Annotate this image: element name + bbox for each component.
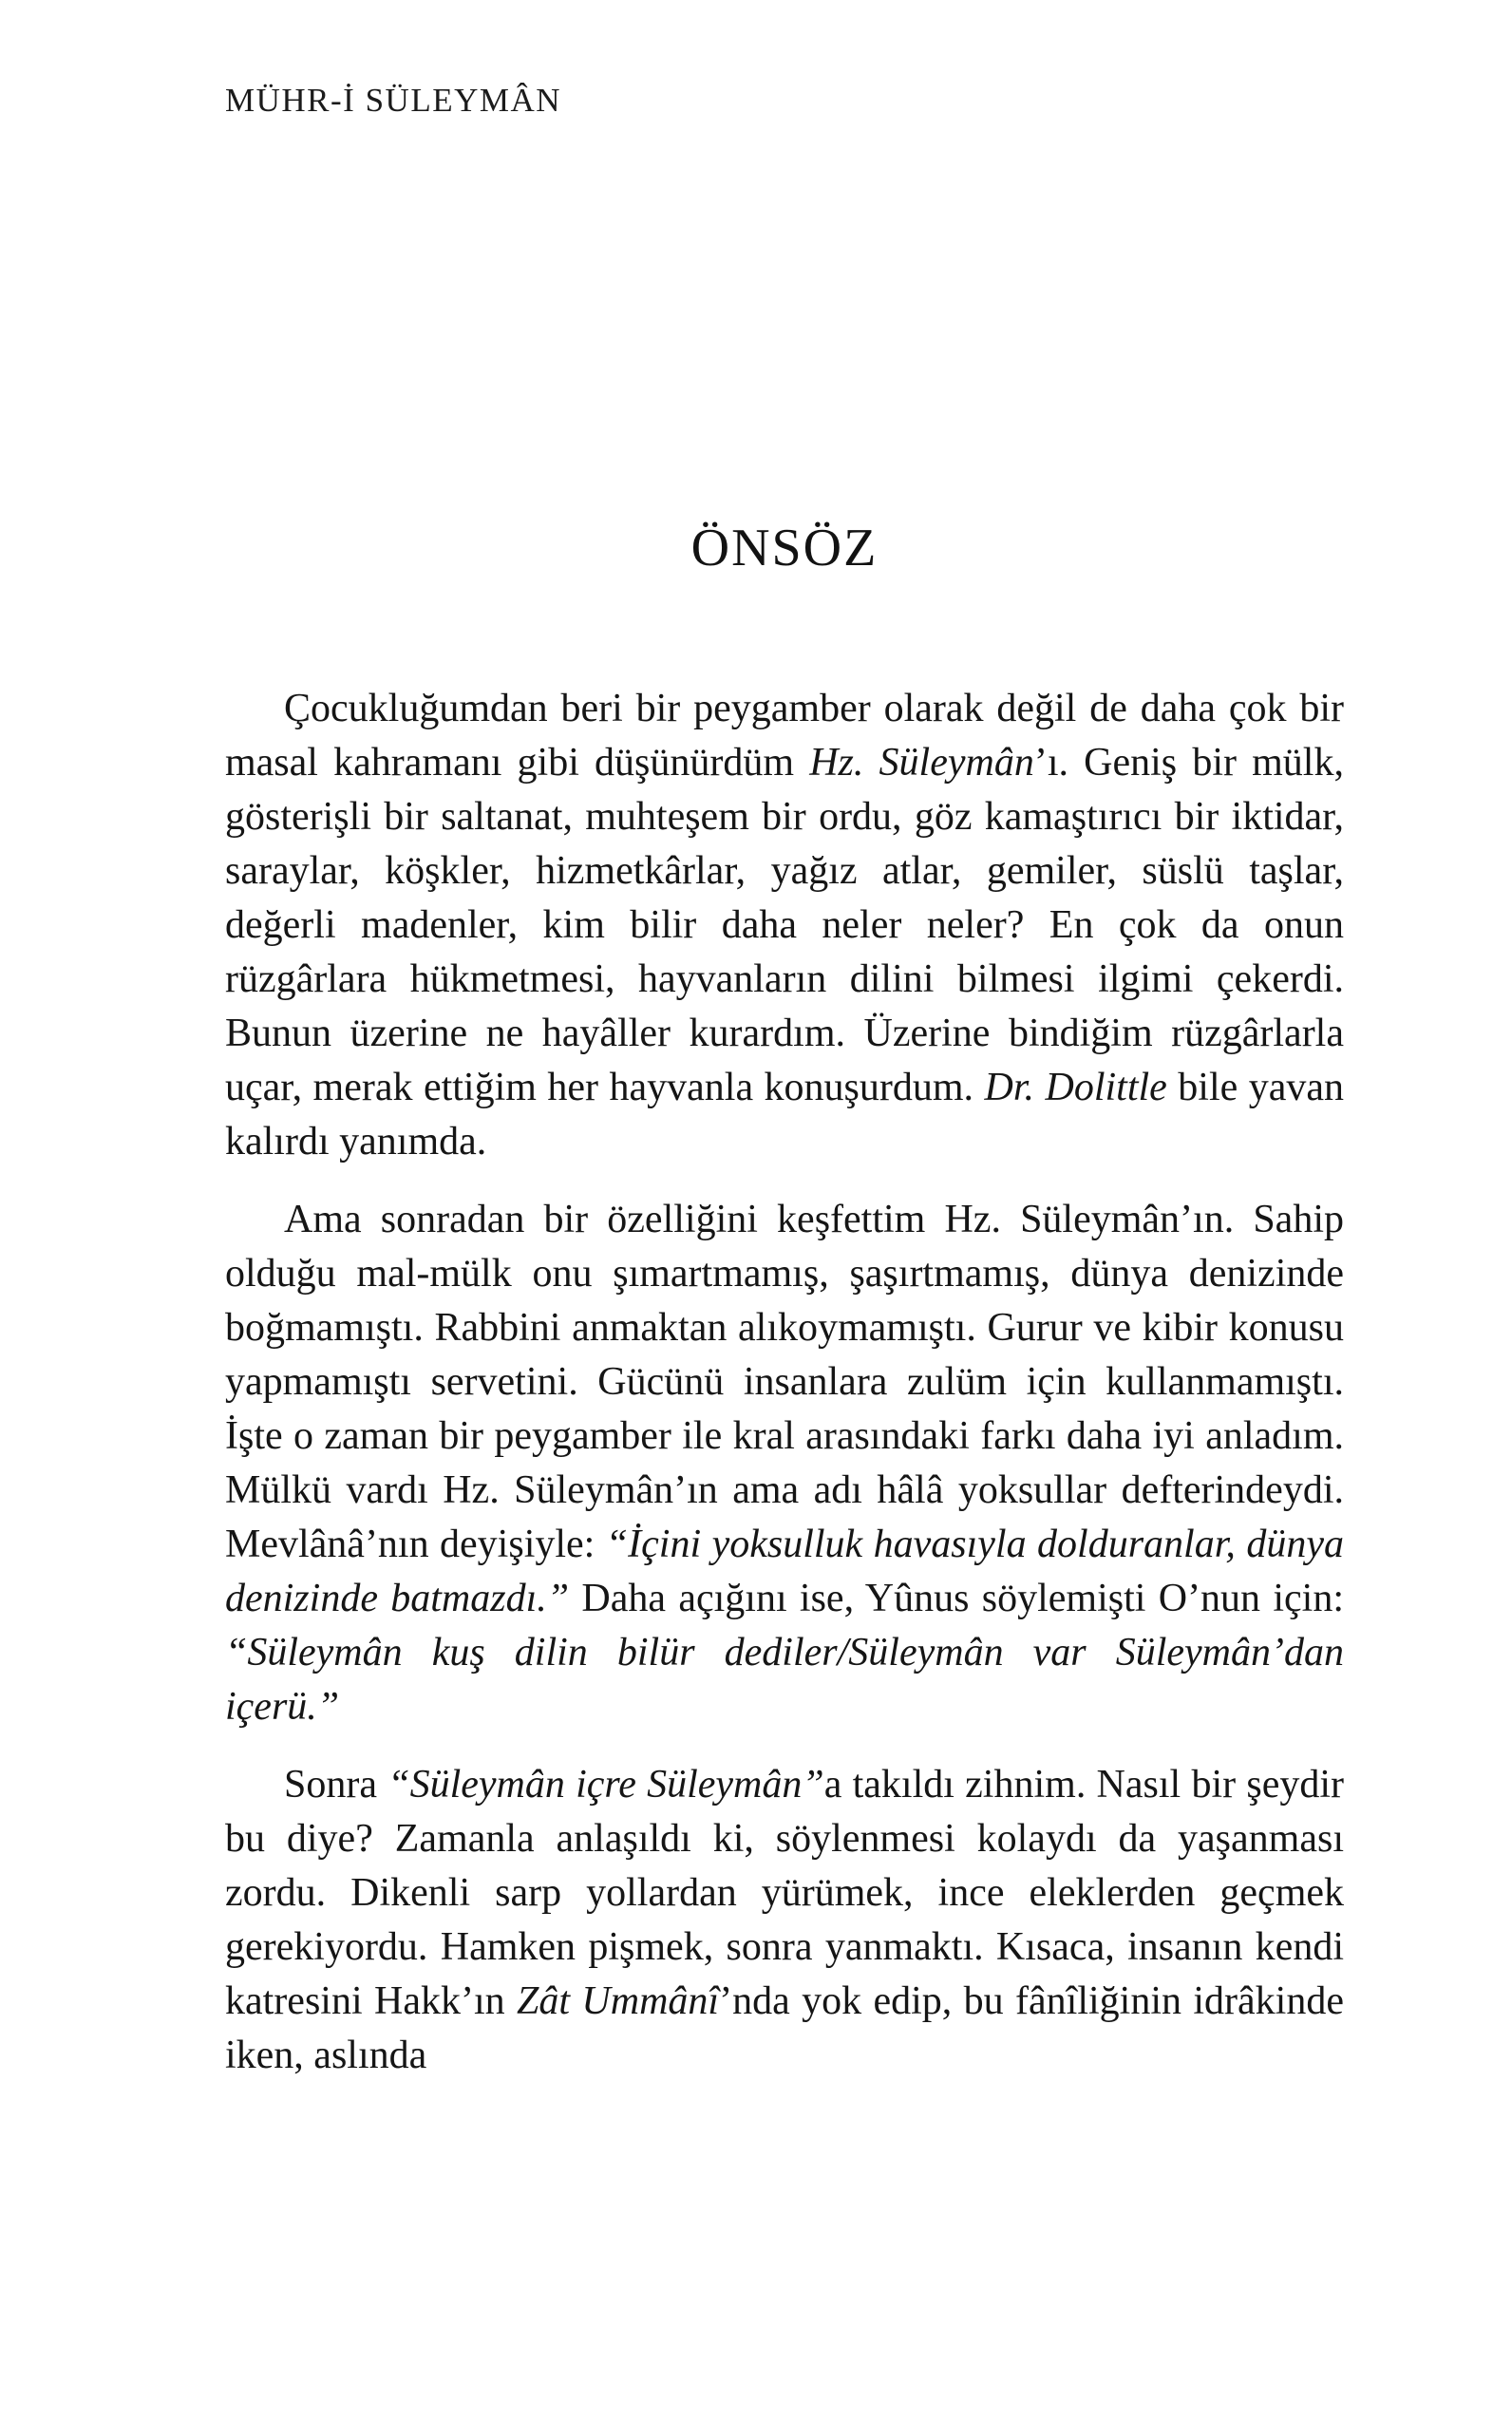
text-run: a takıldı zihnim. Nasıl bir şeydir bu diye? Zamanla anlaşıldı ki, söylenmesi kolaydı da yaşanması zordu. Dikenli sarp yollardan yürümek, ince eleklerden geçmek gerekiyordu. Hamken pişmek, sonra yanmaktı. Kısaca, insanın kendi katresini Hakk’ın — [225, 1763, 1344, 2023]
text-run: Ama sonradan bir özelliğini keşfettim Hz. Süleymân’ın. Sahip olduğu mal-mülk onu şımartmamış, şaşırtmamış, dünya denizinde boğmamıştı. Rabbini anmaktan alıkoymamıştı. Gurur ve kibir konusu yapmamıştı servetini. Gücünü insanlara zulüm için kullanmamıştı. İşte o zaman bir peygamber ile kral arasındaki farkı daha iyi anladım. Mülkü vardı Hz. Süleymân’ın ama adı hâlâ yoksullar defterindeydi. Mevlânâ’nın deyişiyle: — [225, 1198, 1344, 1566]
text-run-italic: “Süleymân kuş dilin bilür dediler/Süleymân var Süleymân’dan içerü.” — [225, 1631, 1344, 1729]
text-run: ’ı. Geniş bir mülk, gösterişli bir saltanat, muhteşem bir ordu, göz kamaştırıcı bir iktidar, saraylar, köşkler, hizmetkârlar, yağız atlar, gemiler, süslü taşlar, değerli madenler, kim bilir daha neler neler? En çok da onun rüzgârlara hükmetmesi, hayvanların dilini bilmesi ilgimi çekerdi. Bunun üzerine ne hayâller kurardım. Üzerine bindiğim rüzgârlarla uçar, merak ettiğim her hayvanla konuşurdum. — [225, 741, 1344, 1109]
text-run-italic: “Süleymân içre Süleymân” — [387, 1763, 824, 1807]
paragraph-3 — [225, 1758, 1344, 2083]
text-run-italic: Zât Ummânî — [517, 1979, 720, 2023]
text-run: bile yavan kalırdı yanımda. — [225, 1066, 1345, 1164]
text-run: Daha açığını ise, Yûnus söylemişti O’nun için: — [569, 1577, 1344, 1620]
running-header: MÜHR-İ SÜLEYMÂN — [225, 82, 562, 119]
chapter-title: ÖNSÖZ — [690, 519, 879, 577]
text-run-italic: Dr. Dolittle — [984, 1066, 1167, 1109]
text-run-italic: “İçini yoksulluk havasıyla dolduranlar, dünya denizinde batmazdı.” — [225, 1523, 1344, 1620]
paragraph-2 — [225, 1193, 1344, 1734]
paragraph-1 — [225, 682, 1344, 1169]
body-text — [225, 682, 1344, 2083]
text-run: ’nda yok edip, bu fânîliğinin idrâkinde iken, aslında — [225, 1979, 1344, 2077]
text-run-italic: Hz. Süleymân — [809, 741, 1034, 785]
text-run: Çocukluğumdan beri bir peygamber olarak değil de daha çok bir masal kahramanı gibi düşünürdüm — [225, 687, 1344, 785]
text-run: Sonra — [284, 1763, 388, 1807]
